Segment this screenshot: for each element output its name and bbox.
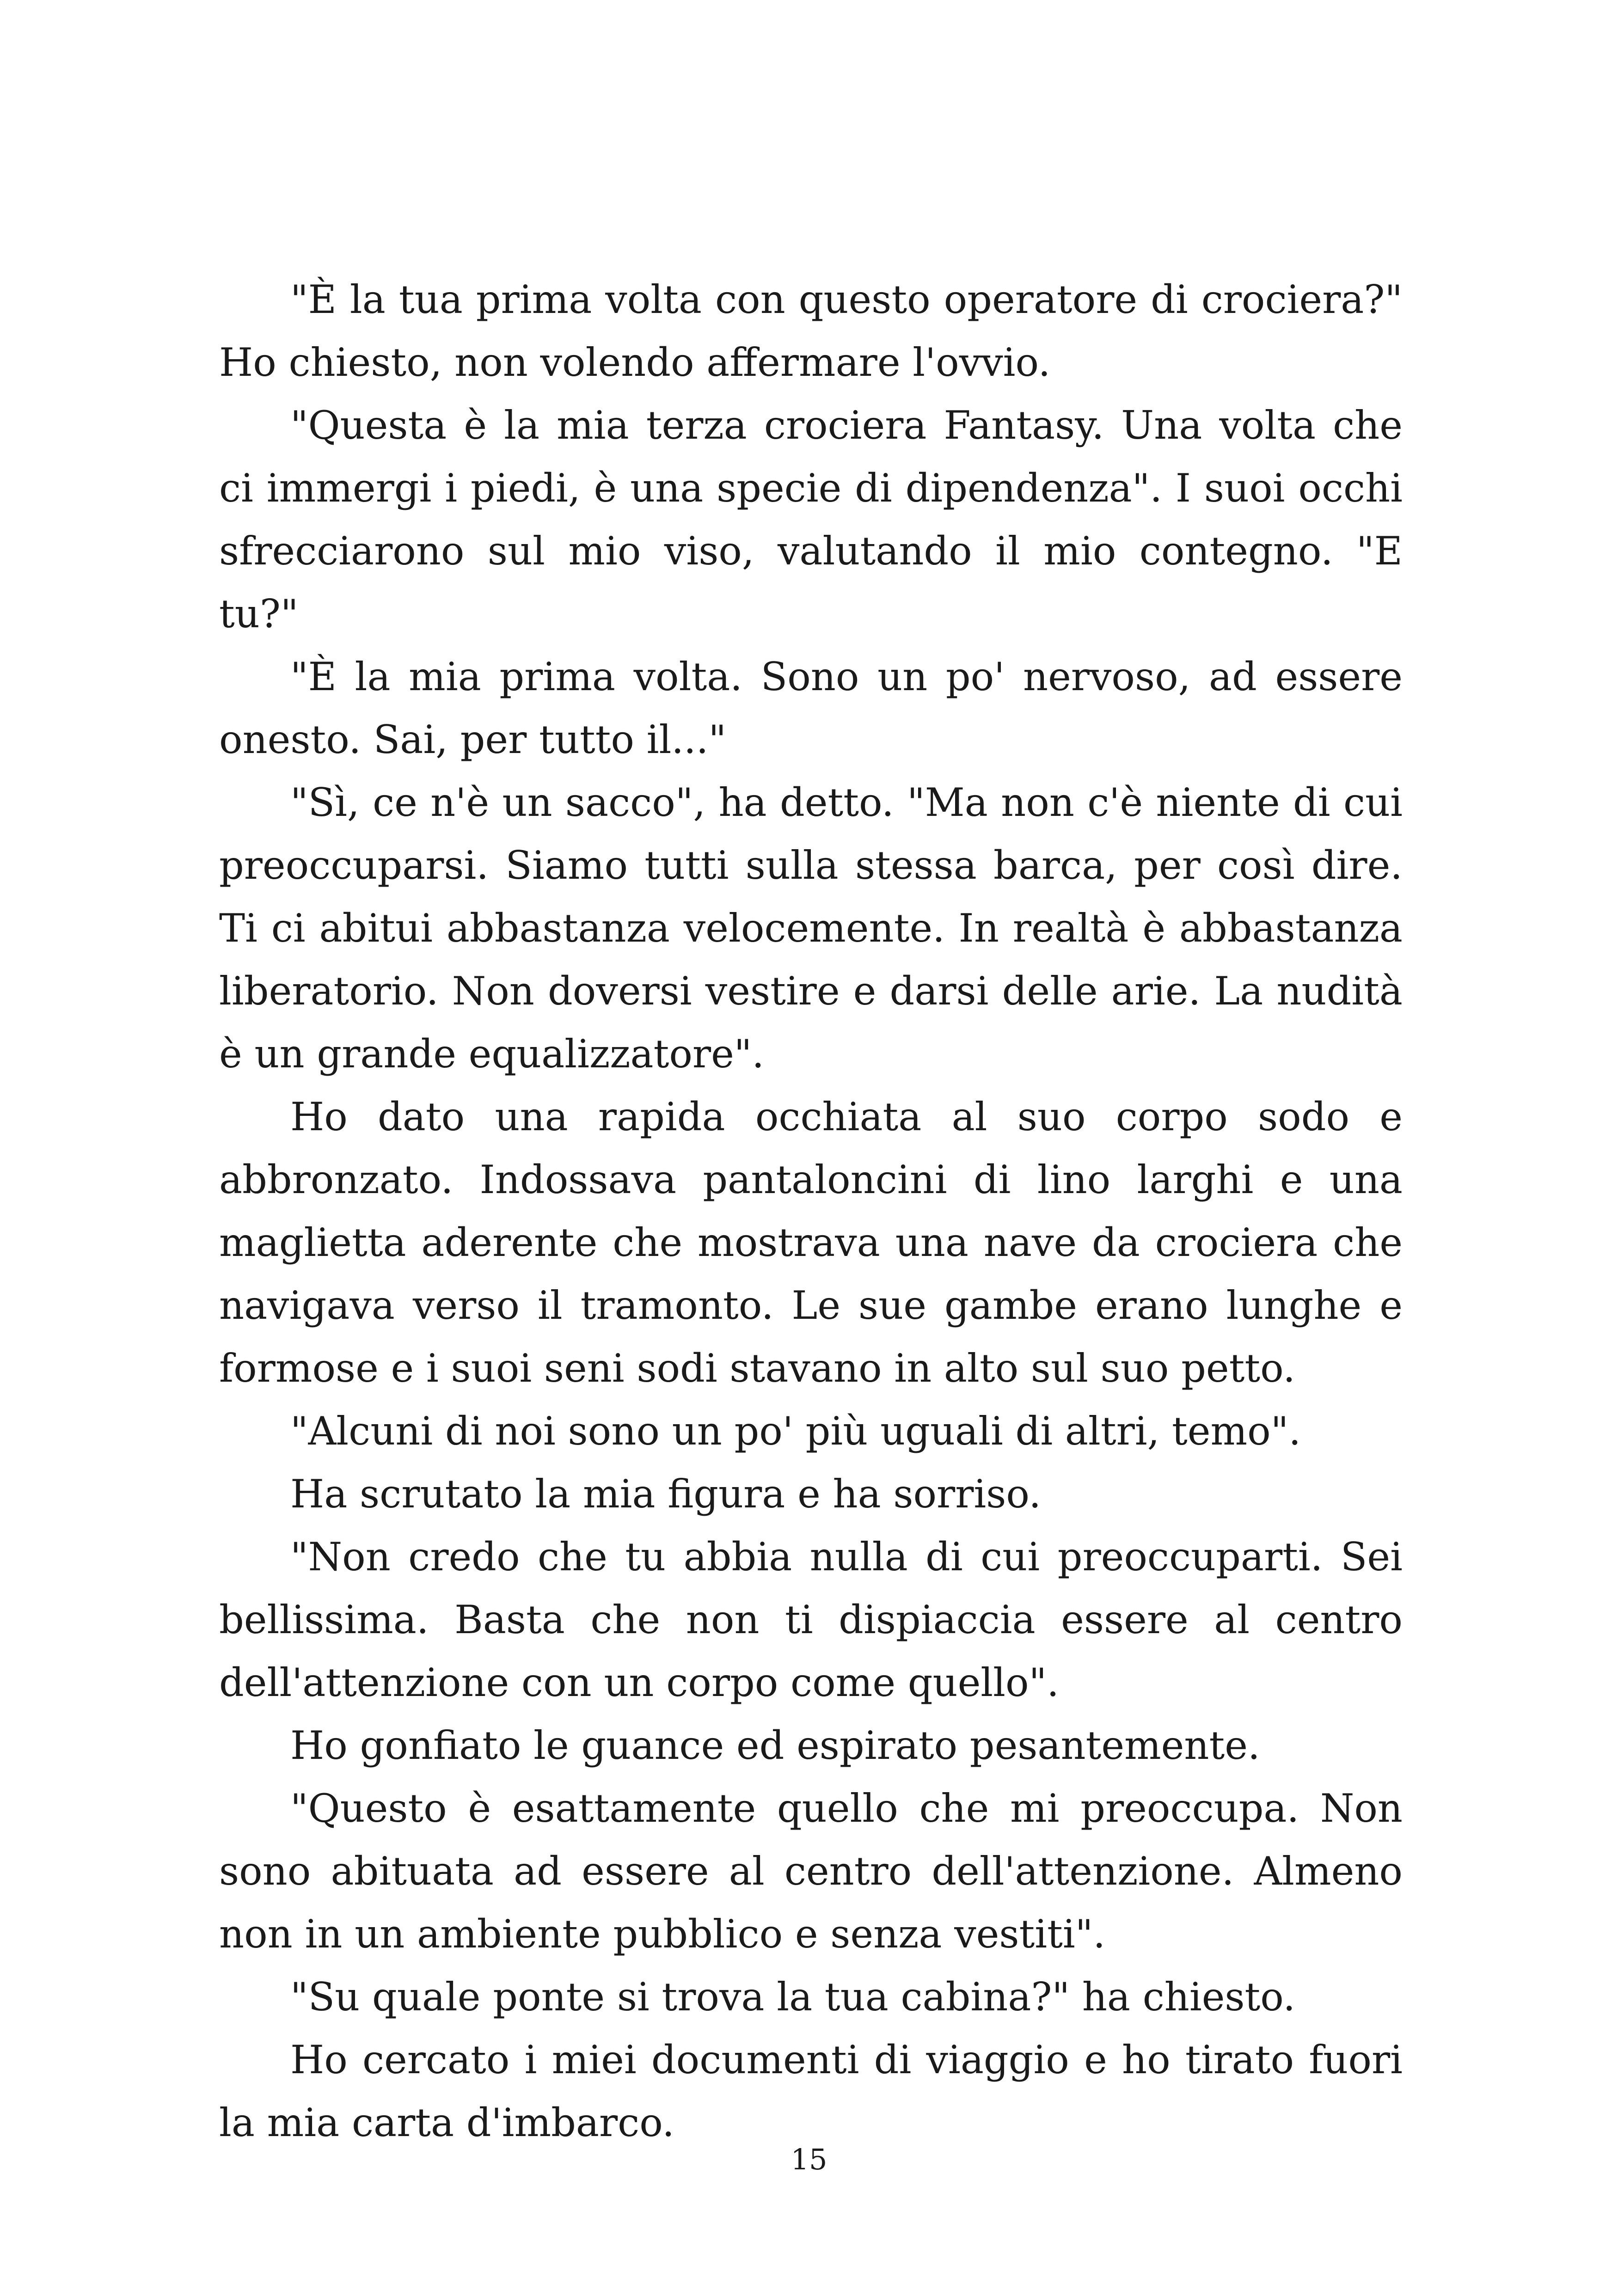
paragraph: "Questo è esattamente quello che mi preoccupa. Non sono abituata ad essere al centro dell'attenzione. Almeno non in un ambiente pubblico e senza vestiti". (219, 1786, 1403, 1957)
paragraph: "Sì, ce n'è un sacco", ha detto. "Ma non c'è niente di cui preoccuparsi. Siamo tutti sulla stessa barca, per così dire. Ti ci abitui abbastanza velocemente. In realtà è abbastanza liberatorio. Non doversi vestire e darsi delle arie. La nudità è un grande equalizzatore". (219, 780, 1403, 1077)
paragraph: "Non credo che tu abbia nulla di cui preoccuparti. Sei bellissima. Basta che non ti dispiaccia essere al centro dell'attenzione con un corpo come quello". (219, 1534, 1403, 1705)
paragraph: Ha scrutato la mia figura e ha sorriso. (290, 1471, 1042, 1517)
body-text (219, 268, 1403, 2154)
paragraph: "Questa è la mia terza crociera Fantasy. Una volta che ci immergi i piedi, è una specie di dipendenza". I suoi occhi sfrecciarono sul mio viso, valutando il mio contegno. "E tu?" (219, 403, 1403, 637)
page-number: 15 (791, 2143, 827, 2176)
paragraph: "Su quale ponte si trova la tua cabina?" ha chiesto. (290, 1974, 1296, 2020)
paragraph: "È la mia prima volta. Sono un po' nervoso, ad essere onesto. Sai, per tutto il..." (219, 654, 1403, 762)
paragraph: Ho gonfiato le guance ed espirato pesantemente. (290, 1723, 1260, 1768)
paragraph: Ho cercato i miei documenti di viaggio e ho tirato fuori la mia carta d'imbarco. (219, 2037, 1403, 2145)
paragraph: "È la tua prima volta con questo operatore di crociera?" Ho chiesto, non volendo affermare l'ovvio. (219, 277, 1403, 385)
paragraph: Ho dato una rapida occhiata al suo corpo sodo e abbronzato. Indossava pantaloncini di lino larghi e una maglietta aderente che mostrava una nave da crociera che navigava verso il tramonto. Le sue gambe erano lunghe e formose e i suoi seni sodi stavano in alto sul suo petto. (219, 1094, 1403, 1391)
paragraph: "Alcuni di noi sono un po' più uguali di altri, temo". (290, 1408, 1301, 1454)
